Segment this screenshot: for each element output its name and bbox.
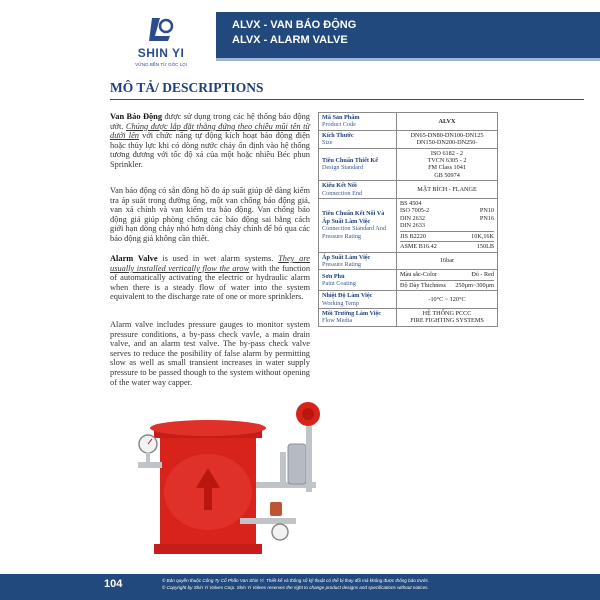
spec-label-vi: Sơn Phủ bbox=[322, 272, 345, 280]
spec-label-vi: Tiêu Chuẩn Kết Nối Và Áp Suất Làm Việc bbox=[322, 210, 385, 225]
spec-label-en: Connection Standard And Pressure Rating bbox=[322, 225, 386, 240]
header-title-en: ALVX - ALARM VALVE bbox=[232, 34, 348, 46]
brand-tagline: VỮNG BỀN TỪ GỐC LỌI bbox=[135, 62, 187, 67]
section-title: MÔ TẢ/ DESCRIPTIONS bbox=[110, 80, 264, 95]
spec-row-size bbox=[319, 130, 498, 148]
spec-value: 16bar bbox=[397, 252, 498, 270]
p3-rest: with the function of automatically activating the electric or hydraulic alarm when there is a steady flow of water into the system equivalent to the discharge rate of one or more sprinklers. bbox=[110, 263, 311, 302]
spec-label-vi: Kiểu Kết Nối bbox=[322, 182, 357, 190]
company-logo bbox=[120, 12, 202, 74]
p3-italic: They are usually installed vertically flow the arow bbox=[110, 254, 310, 273]
spec-label-en: Working Temp bbox=[322, 299, 359, 307]
spec-value: MẶT BÍCH - FLANGE bbox=[397, 181, 498, 199]
spec-label-en: Product Code bbox=[322, 121, 356, 129]
spec-label-en: Design Standard bbox=[322, 164, 364, 172]
header-stripe bbox=[216, 58, 600, 61]
spec-value: -10°C ~ 120°C bbox=[397, 291, 498, 309]
spec-row-connection-end bbox=[319, 181, 498, 199]
spec-label-en: Size bbox=[322, 139, 333, 147]
spec-label-vi: Nhiệt Độ Làm Việc bbox=[322, 292, 373, 300]
spec-label-en: Paint Coating bbox=[322, 280, 356, 288]
spec-table bbox=[318, 112, 498, 327]
footer-copyright-en: © Copyright by Shin Yi Valves Corp. Shin Yi Valves reserves the right to change product designs and specifications without notices. bbox=[162, 585, 429, 590]
p1-italic: Chúng được lắp đặt thẳng đứng theo chiều mũi tên từ dưới lên bbox=[110, 121, 310, 141]
spec-value: ALVX bbox=[397, 113, 498, 131]
description-vi-paragraph-2: Van báo động có sẵn đồng hồ đo áp suất giúp dễ dàng kiểm tra áp suất trong đường ống, một van chống báo động giả, van xả chính và van kiểm tra báo động. Van chống báo động giả giúp phòng chống các báo động sai bằng cách giới hạn dòng chảy nhỏ hơn dòng chảy chính để bỏ qua các báo động giả không cần thiết. bbox=[110, 186, 310, 243]
spec-label-vi: Tiêu Chuẩn Thiết Kế bbox=[322, 157, 378, 165]
description-en-paragraph-1 bbox=[110, 254, 310, 302]
spec-row-working-temp bbox=[319, 291, 498, 309]
spec-row-pressure-rating bbox=[319, 252, 498, 270]
spec-value: ISO 6182 - 2 TVCN 6305 - 2 FM Class 1041 GB 50974 bbox=[397, 148, 498, 181]
description-en-paragraph-2: Alarm valve includes pressure gauges to monitor system pressure conditions, a by-pass check vavle, a main drain valve, and an alarm test valve. The by-pass check valve serves to reduce the posibility of false alarm by permitting slow as well as small transient increases in water supply pressure to be passed though to the system without opening of the water way capper. bbox=[110, 320, 310, 387]
spec-value: BS 4504 ISO 7005-2 DIN 2632 DIN 2633 PN10 PN16 JIS B2220 10K,16K ASME B16.42 150LB bbox=[397, 199, 498, 252]
spec-label-vi: Kích Thước bbox=[322, 131, 354, 139]
header-title-vi: ALVX - VAN BÁO ĐỘNG bbox=[232, 19, 357, 31]
spec-row-connection-standard bbox=[319, 199, 498, 252]
description-vi-paragraph-1 bbox=[110, 112, 310, 170]
spec-row-product-code bbox=[319, 113, 498, 131]
p3-lead: Alarm Valve bbox=[110, 254, 158, 263]
spec-value: HỆ THỐNG PCCC FIRE FIGHTING SYSTEMS bbox=[397, 308, 498, 326]
spec-label-vi: Môi Trường Làm Việc bbox=[322, 309, 381, 317]
spec-row-paint-coating bbox=[319, 270, 498, 291]
alarm-valve-illustration bbox=[130, 392, 380, 574]
spec-value: DN65-DN80-DN100-DN125 DN150-DN200-DN250- bbox=[397, 130, 498, 148]
p1-lead: Van Báo Động bbox=[110, 112, 163, 121]
p3-text: is used in wet alarm systems. bbox=[157, 254, 279, 263]
spec-value: Màu sắc-Color Đỏ - Red Độ Dày Thichness 250µm~300µm bbox=[397, 270, 498, 291]
page-number: 104 bbox=[104, 578, 123, 590]
shin-yi-logo-icon bbox=[146, 14, 176, 44]
spec-label-en: Connection End bbox=[322, 189, 363, 197]
spec-label-vi: Mã Sản Phẩm bbox=[322, 114, 360, 121]
spec-label-en: Pressure Rating bbox=[322, 260, 362, 268]
spec-label-vi: Áp Suất Làm Việc bbox=[322, 253, 371, 261]
p1-text: được sử dụng trong các hệ thống báo động ướt. bbox=[110, 112, 310, 131]
footer-copyright-vi: © Bản quyền thuộc Công Ty Cổ Phần Van Shin Yi. Thiết kế và thông số kỹ thuật có thể bị thay đổi mà không được thông báo trước. bbox=[162, 578, 430, 583]
spec-row-flow-media bbox=[319, 308, 498, 326]
brand-name: SHIN YI bbox=[137, 46, 185, 60]
p1-rest: với chức năng tự động kích hoạt báo động điện hoặc thủy lực khi có dòng nước chảy ổn định vào hệ thống tương đương với tốc độ xả của một hoặc nhiều Béc phun Sprinkler. bbox=[110, 131, 310, 169]
section-divider bbox=[110, 99, 584, 100]
spec-row-design-standard bbox=[319, 148, 498, 181]
spec-label-en: Flow Media bbox=[322, 317, 353, 325]
